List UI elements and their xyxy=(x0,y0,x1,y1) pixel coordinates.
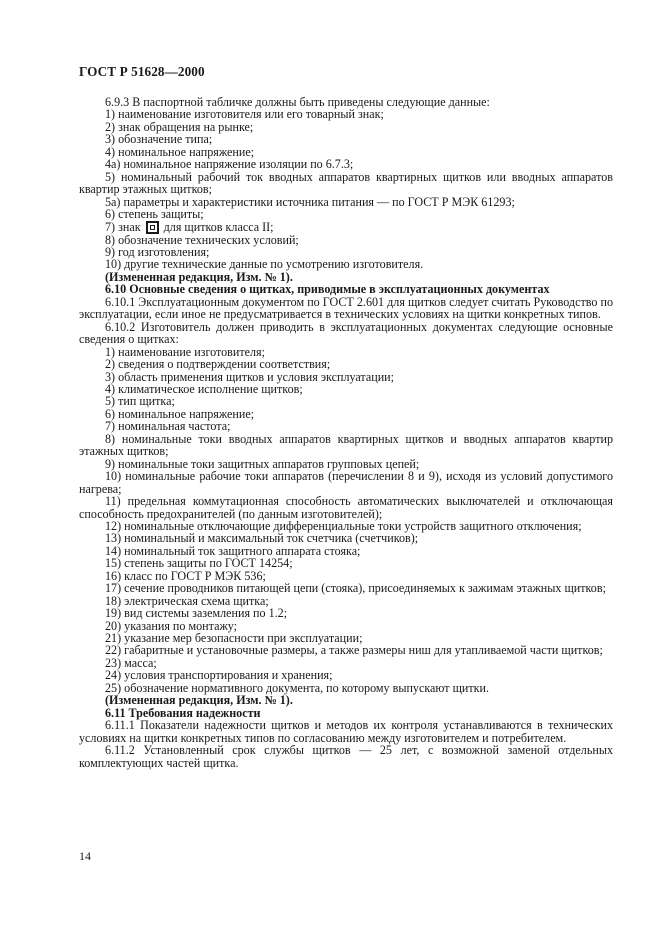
paragraph-6-10-1: 6.10.1 Эксплуатационным документом по ГОСТ 2.601 для щитков следует считать Руководство по эксплуатации, если иное не предусматривается в технических условиях на щитки конкретных типов. xyxy=(79,294,613,322)
page-body xyxy=(79,96,613,769)
list-item: 2) знак обращения на рынке; xyxy=(105,119,254,134)
list-item: 21) указание мер безопасности при эксплуатации; xyxy=(105,631,363,646)
list-item: 5) тип щитка; xyxy=(105,394,175,409)
list-item: 18) электрическая схема щитка; xyxy=(105,593,269,608)
list-item: 1) наименование изготовителя или его товарный знак; xyxy=(105,107,384,122)
list-item: 10) другие технические данные по усмотрению изготовителя. xyxy=(105,257,424,272)
document-header: ГОСТ Р 51628—2000 xyxy=(79,64,205,79)
list-item: 9) год изготовления; xyxy=(105,244,210,259)
section-title-6-10: 6.10 Основные сведения о щитках, приводимые в эксплуатационных документах xyxy=(105,282,550,297)
list-item: 8) обозначение технических условий; xyxy=(105,232,299,247)
list-item: 1) наименование изготовителя; xyxy=(105,344,265,359)
class-ii-symbol-icon xyxy=(146,221,159,234)
list-item: 24) условия транспортирования и хранения; xyxy=(105,668,333,683)
list-item: 5а) параметры и характеристики источника питания — по ГОСТ Р МЭК 61293; xyxy=(105,194,515,209)
page-number: 14 xyxy=(79,849,91,863)
list-item: 2) сведения о подтверждении соответствия; xyxy=(105,357,331,372)
list-item: 10) номинальные рабочие токи аппаратов (перечислении 8 и 9), исходя из условий допустимого нагрева; xyxy=(79,469,613,496)
list-item: 17) сечение проводников питающей цепи (стояка), присоединяемых к зажимам этажных щитков; xyxy=(105,581,606,596)
list-item: 16) класс по ГОСТ Р МЭК 536; xyxy=(105,568,266,583)
paragraph-6-10-2: 6.10.2 Изготовитель должен приводить в эксплуатационных документах следующие основные сведения о щитках: xyxy=(79,319,613,347)
list-item: 22) габаритные и установочные размеры, а также размеры ниш для утапливаемой части щитков; xyxy=(105,643,603,658)
list-item: 4) климатическое исполнение щитков; xyxy=(105,381,303,396)
list-item: 3) обозначение типа; xyxy=(105,132,213,147)
paragraph-6-11-1: 6.11.1 Показатели надежности щитков и методов их контроля устанавливаются в технических условиях на щитки конкретных типов по согласованию между изготовителем и потребителем. xyxy=(79,718,613,745)
paragraph-6-11-2: 6.11.2 Установленный срок службы щитков — 25 лет, с возможной заменой отдельных комплектующих частей щитка. xyxy=(79,743,613,770)
item-7-suffix: для щитков класса II; xyxy=(163,219,274,234)
list-item: 4) номинальное напряжение; xyxy=(105,144,255,159)
amendment-note: (Измененная редакция, Изм. № 1). xyxy=(105,269,293,284)
list-item: 23) масса; xyxy=(105,655,157,670)
list-item: 9) номинальные токи защитных аппаратов групповых цепей; xyxy=(105,456,420,471)
list-item: 6) номинальное напряжение; xyxy=(105,406,255,421)
list-item: 4а) номинальное напряжение изоляции по 6.7.3; xyxy=(105,157,354,172)
list-item: 7) номинальная частота; xyxy=(105,419,231,434)
list-item: 19) вид системы заземления по 1.2; xyxy=(105,606,288,621)
section-title-6-11: 6.11 Требования надежности xyxy=(105,705,261,720)
list-item: 11) предельная коммутационная способность автоматических выключателей и отключающая способность предохранителей (по данным изготовителей); xyxy=(79,494,613,521)
list-item: 8) номинальные токи вводных аппаратов квартирных щитков и вводных аппаратов квартир этажных щитков; xyxy=(79,431,613,459)
list-item: 20) указания по монтажу; xyxy=(105,618,238,633)
list-item: 13) номинальный и максимальный ток счетчика (счетчиков); xyxy=(105,531,419,546)
list-item: 3) область применения щитков и условия эксплуатации; xyxy=(105,369,395,384)
list-item: 25) обозначение нормативного документа, по которому выпускают щитки. xyxy=(105,680,490,695)
paragraph-6-9-3: 6.9.3 В паспортной табличке должны быть приведены следующие данные: xyxy=(105,95,490,109)
item-7-prefix: 7) знак xyxy=(105,219,141,234)
list-item: 14) номинальный ток защитного аппарата стояка; xyxy=(105,543,361,558)
list-item-class-ii-mark xyxy=(79,221,613,234)
amendment-note: (Измененная редакция, Изм. № 1). xyxy=(105,693,293,708)
list-item: 15) степень защиты по ГОСТ 14254; xyxy=(105,556,293,571)
list-item: 6) степень защиты; xyxy=(105,207,204,222)
list-item: 5) номинальный рабочий ток вводных аппаратов квартирных щитков или вводных аппаратов квартир этажных щитков; xyxy=(79,169,613,197)
list-item: 12) номинальные отключающие дифференциальные токи устройств защитного отключения; xyxy=(105,518,582,533)
